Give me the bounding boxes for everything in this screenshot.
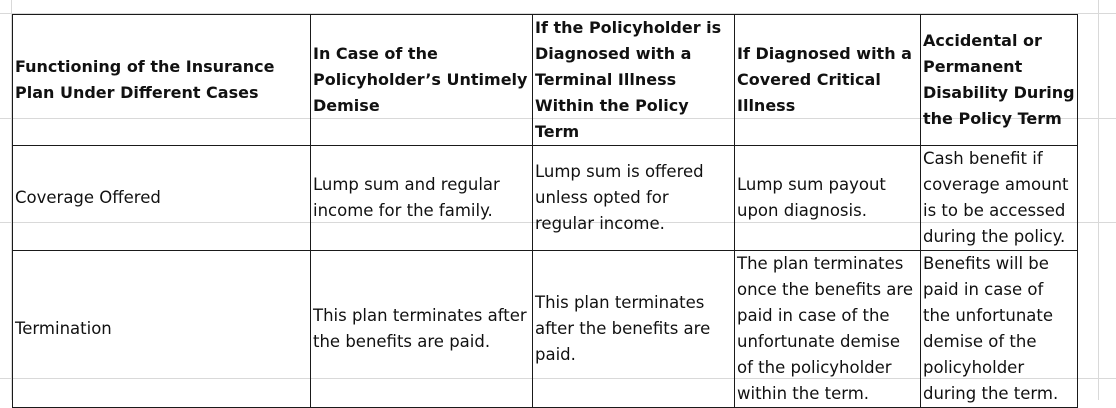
- cell-text: Lump sum is offered unless opted for regular income.: [535, 162, 704, 233]
- header-cell-critical-illness[interactable]: [735, 15, 921, 146]
- table-cell[interactable]: [311, 251, 533, 408]
- insurance-comparison-table: [12, 14, 1078, 408]
- row-label-cell[interactable]: [13, 251, 311, 408]
- table-cell[interactable]: [735, 251, 921, 408]
- row-label-cell[interactable]: [13, 146, 311, 251]
- table-cell[interactable]: [311, 146, 533, 251]
- table-cell[interactable]: [735, 146, 921, 251]
- row-label: Termination: [15, 319, 112, 338]
- header-text: If the Policyholder is Diagnosed with a Terminal Illness Within the Policy Term: [535, 18, 722, 141]
- header-cell-untimely-demise[interactable]: [311, 15, 533, 146]
- table-cell[interactable]: [533, 146, 735, 251]
- cell-text: This plan terminates after the benefits are paid.: [535, 293, 711, 364]
- cell-text: The plan terminates once the benefits are paid in case of the unfortunate demise of the policyholder within the term.: [737, 254, 913, 403]
- header-row: [13, 15, 1078, 146]
- cell-text: Benefits will be paid in case of the unfortunate demise of the policyholder during the term.: [923, 254, 1059, 403]
- header-cell-functioning[interactable]: [13, 15, 311, 146]
- header-cell-terminal-illness[interactable]: [533, 15, 735, 146]
- cell-text: Lump sum and regular income for the family.: [313, 175, 500, 220]
- header-text: Functioning of the Insurance Plan Under Different Cases: [15, 57, 275, 102]
- table-cell[interactable]: [921, 251, 1078, 408]
- header-cell-disability[interactable]: [921, 15, 1078, 146]
- header-text: Accidental or Permanent Disability During the Policy Term: [923, 31, 1075, 128]
- table-row-coverage: [13, 146, 1078, 251]
- header-text: In Case of the Policyholder’s Untimely Demise: [313, 44, 528, 115]
- cell-text: Cash benefit if coverage amount is to be accessed during the policy.: [923, 149, 1069, 246]
- table-row-termination: [13, 251, 1078, 408]
- table-cell[interactable]: [533, 251, 735, 408]
- header-text: If Diagnosed with a Covered Critical Illness: [737, 44, 912, 115]
- table-cell[interactable]: [921, 146, 1078, 251]
- cell-text: Lump sum payout upon diagnosis.: [737, 175, 886, 220]
- row-label: Coverage Offered: [15, 188, 161, 207]
- cell-text: This plan terminates after the benefits are paid.: [313, 306, 527, 351]
